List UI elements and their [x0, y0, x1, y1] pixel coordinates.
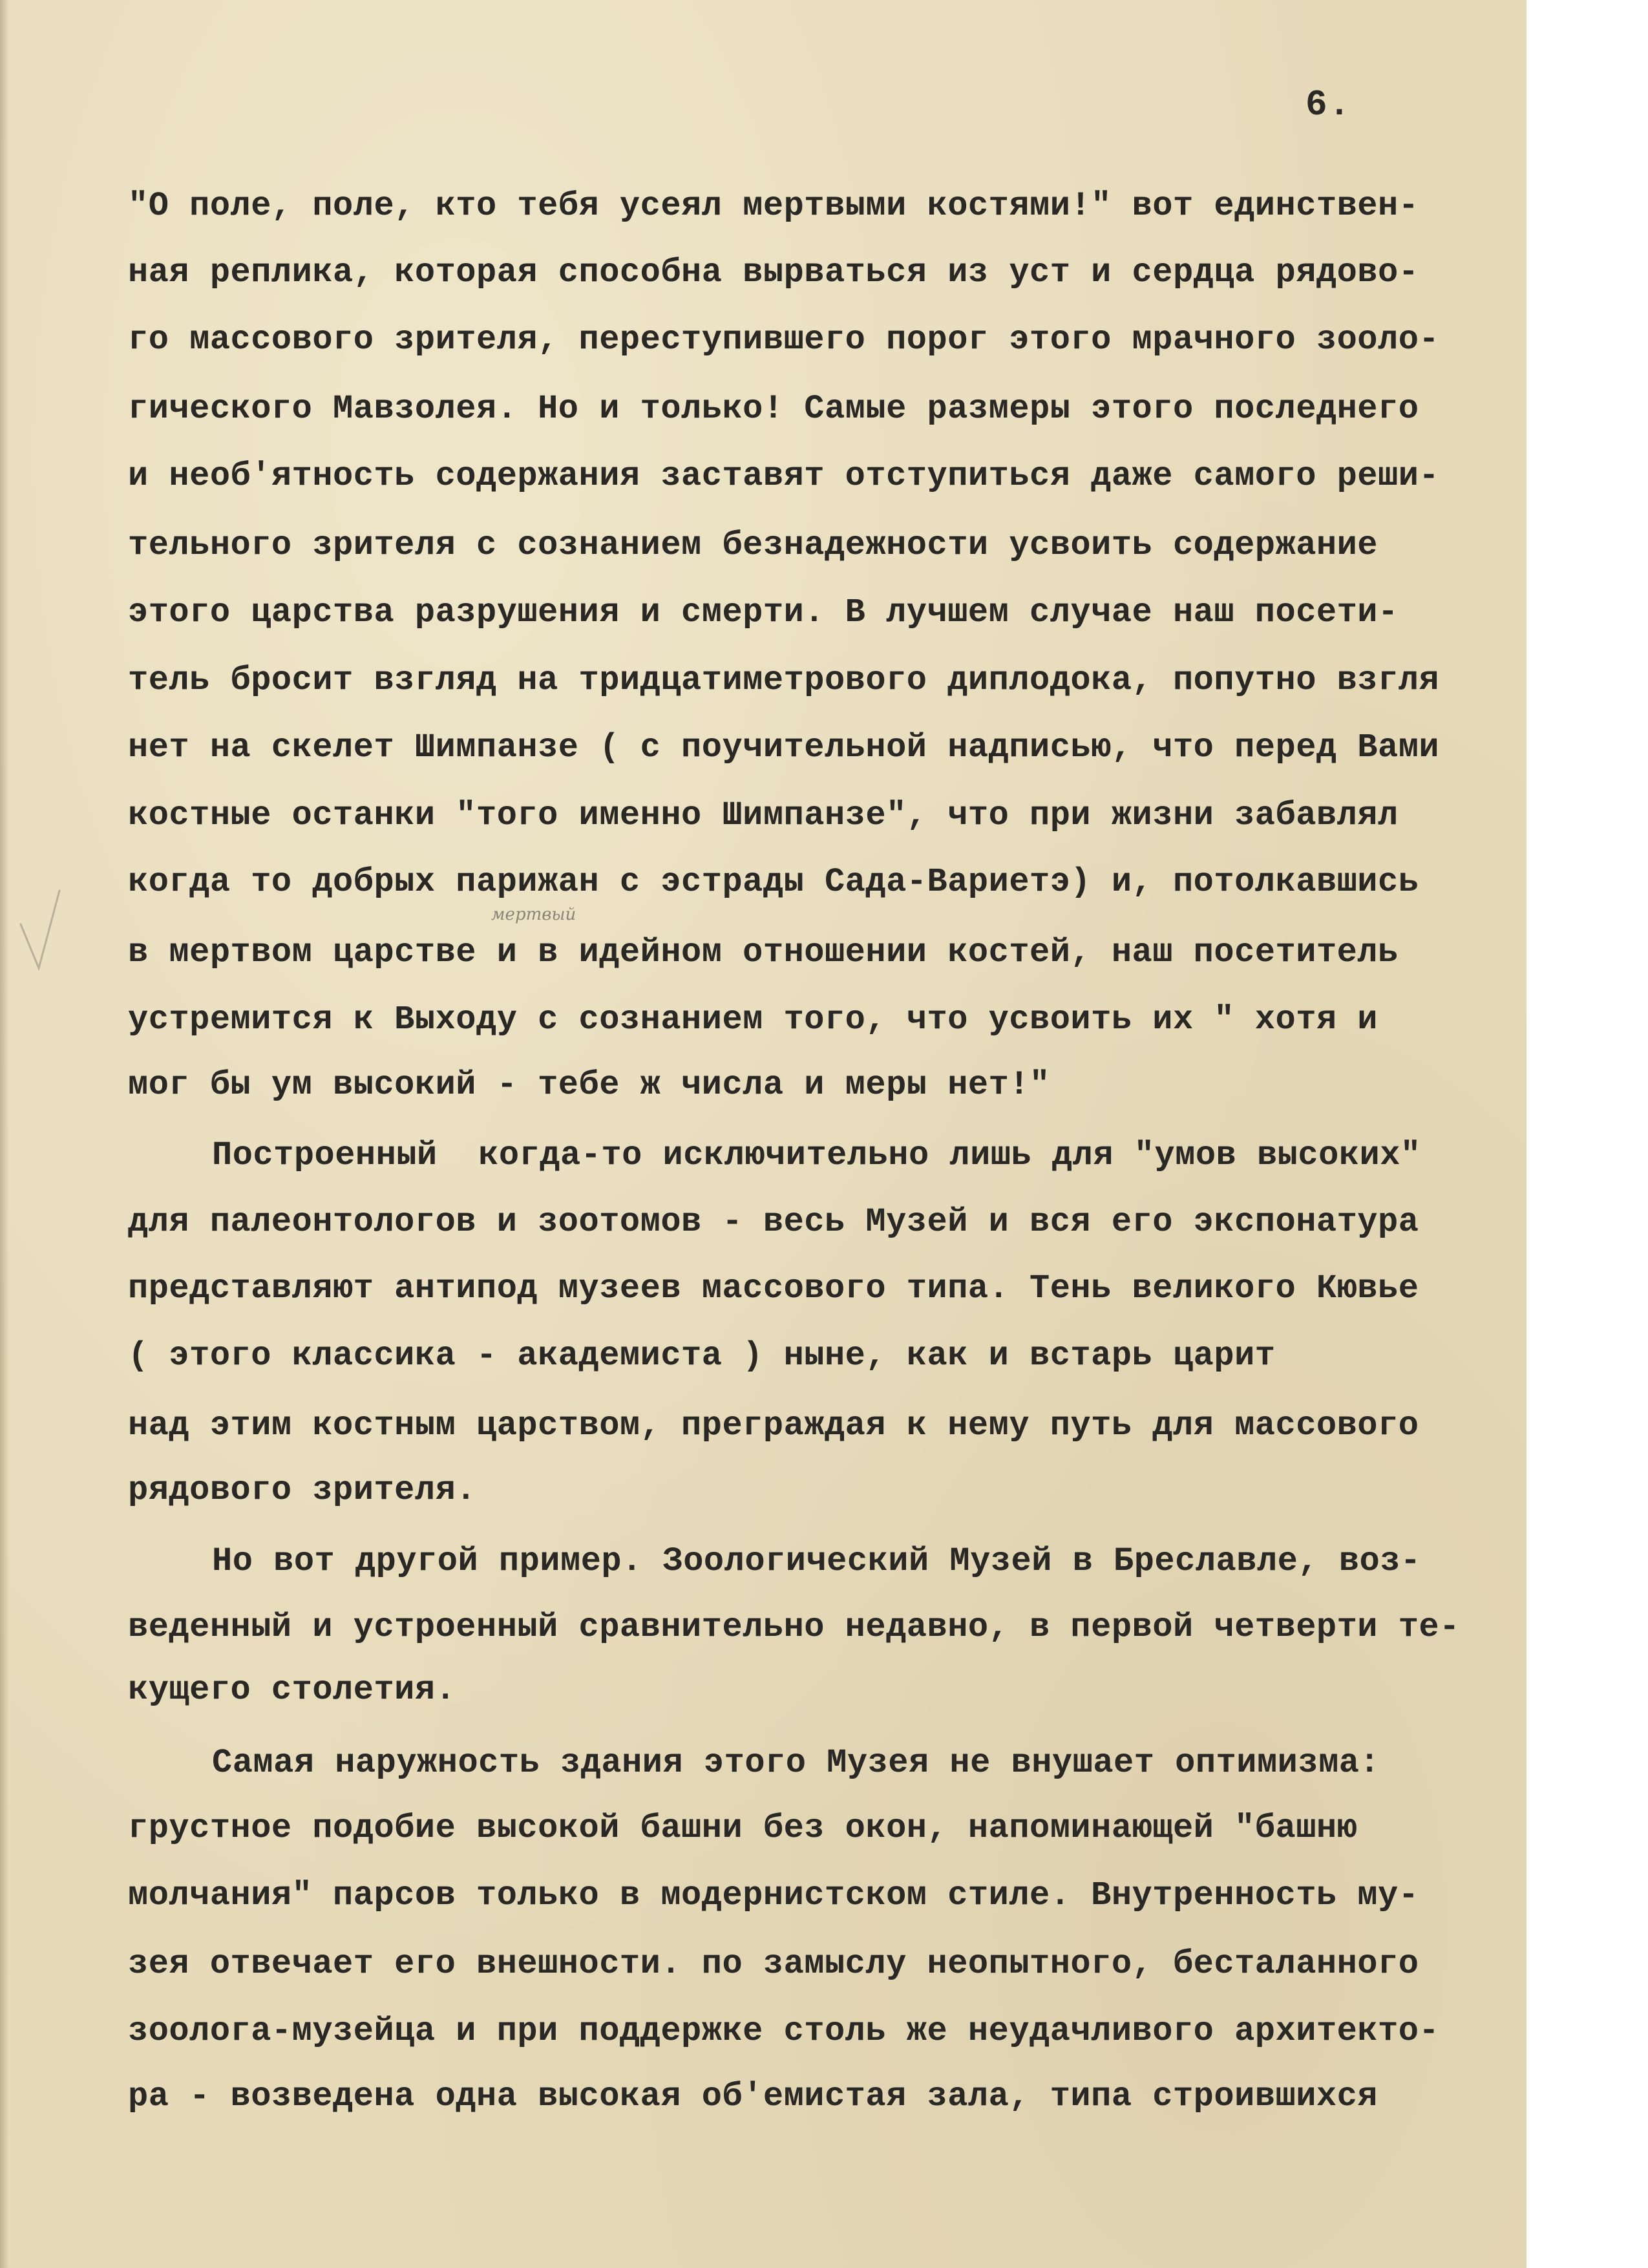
text-line: над этим костным царством, преграждая к нему путь для массового — [128, 1406, 1419, 1445]
text-line: зея отвечает его внешности. по замыслу неопытного, бесталанного — [128, 1945, 1419, 1983]
text-line: для палеонтологов и зоотомов - весь Музей и вся его экспонатура — [128, 1203, 1419, 1241]
text-line: в мертвом царстве и в идейном отношении костей, наш посетитель — [128, 933, 1399, 971]
text-line: веденный и устроенный сравнительно недавно, в первой четверти те- — [128, 1608, 1460, 1646]
text-line: Но вот другой пример. Зоологический Музей в Бреславле, воз- — [212, 1542, 1421, 1580]
scan-background — [1527, 0, 1648, 2268]
text-line: представляют антипод музеев массового типа. Тень великого Кювье — [128, 1269, 1419, 1308]
text-line: когда то добрых парижан с эстрады Сада-Вариетэ) и, потолкавшись — [128, 863, 1419, 901]
page-number: 6. — [1305, 84, 1352, 125]
text-line: тель бросит взгляд на тридцатиметрового диплодока, попутно взгля — [128, 661, 1440, 699]
text-line: костные останки "того именно Шимпанзе", что при жизни забавлял — [128, 796, 1399, 834]
text-line: Самая наружность здания этого Музея не внушает оптимизма: — [212, 1744, 1380, 1782]
text-line: тельного зрителя с сознанием безнадежности усвоить содержание — [128, 526, 1379, 564]
text-line: "О поле, поле, кто тебя усеял мертвыми костями!" вот единствен- — [128, 187, 1419, 225]
text-line: гического Мавзолея. Но и только! Самые размеры этого последнего — [128, 390, 1419, 428]
text-line: и необ'ятность содержания заставят отступиться даже самого реши- — [128, 457, 1440, 495]
text-line: зоолога-музейца и при поддержке столь же неудачливого архитекто- — [128, 2012, 1440, 2050]
text-line: кущего столетия. — [128, 1671, 456, 1709]
text-line: ра - возведена одна высокая об'емистая зала, типа строившихся — [128, 2077, 1379, 2115]
text-line: рядового зрителя. — [128, 1471, 476, 1509]
text-line: этого царства разрушения и смерти. В лучшем случае наш посети- — [128, 593, 1399, 631]
text-line: ( этого классика - академиста ) ныне, как и встарь царит — [128, 1337, 1276, 1375]
text-line: Построенный когда-то исключительно лишь для "умов высоких" — [212, 1136, 1421, 1174]
text-line: грустное подобие высокой башни без окон, напоминающей "башню — [128, 1809, 1358, 1847]
handwritten-annotation: мертвый — [491, 905, 576, 924]
text-line: устремится к Выходу с сознанием того, что усвоить их " хотя и — [128, 1001, 1379, 1039]
text-line: го массового зрителя, переступившего порог этого мрачного зооло- — [128, 321, 1440, 359]
text-line: нет на скелет Шимпанзе ( с поучительной надписью, что перед Вами — [128, 728, 1440, 767]
text-line: молчания" парсов только в модернистском стиле. Внутренность му- — [128, 1876, 1419, 1914]
text-line: мог бы ум высокий - тебе ж числа и меры нет!" — [128, 1066, 1050, 1104]
text-line: ная реплика, которая способна вырваться из уст и сердца рядово- — [128, 253, 1419, 291]
